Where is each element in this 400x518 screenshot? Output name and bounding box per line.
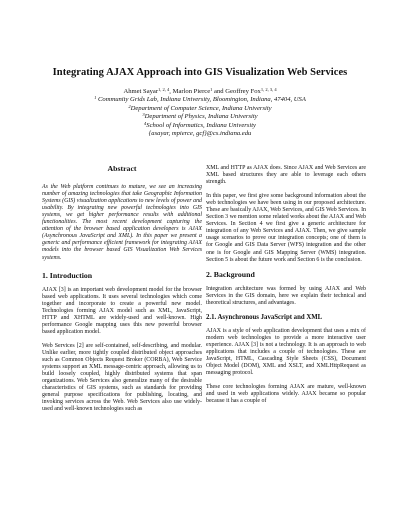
left-column (42, 165, 202, 420)
author-name: Geoffrey Fox (225, 88, 261, 95)
affiliation-mark: 4 (144, 120, 147, 126)
affiliation-text: Community Grids Lab, Indiana University, Bloomington, Indiana, 47404, USA (98, 96, 306, 104)
paragraph: AJAX [3] is an important web development model for the browser based web applications. It uses several technologies which come together and incorporate to create a powerful new model. Technologies forming AJAX model such as XML, JavaScript, HTTP and XHTML are widely-used and well-known. High performance Google mapping uses this new powerful browser based application model. (42, 286, 202, 335)
author-name: Ahmet Sayar (123, 88, 159, 95)
paragraph: XML and HTTP as AJAX does. Since AJAX and Web Services are XML based structures they are able to leverage each others strength. (206, 165, 366, 186)
section-heading-introduction: 1. Introduction (42, 270, 93, 280)
author-block (0, 88, 400, 138)
author-name: Marlon Pierce (172, 88, 211, 95)
affiliation-text: Department of Physics, Indiana University (144, 113, 258, 121)
paper-title: Integrating AJAX Approach into GIS Visualization Web Services (52, 67, 348, 78)
affiliation-mark: 3 (142, 112, 145, 118)
affiliation-text: Department of Computer Science, Indiana University (130, 104, 272, 112)
affiliation-line (0, 96, 400, 104)
paragraph: These core technologies forming AJAX are mature, well-known and used in web applications widely. AJAX became so popular because it has a couple of (206, 384, 366, 405)
author-affiliation-marks: 1, 2, 4 (158, 87, 170, 92)
paragraph: Web Services [2] are self-contained, self-describing, and modular. Unlike earlier, more tightly coupled distributed object approaches such as Common Objects Request Broker (CORBA), Web Service systems support an XML message-centric approach, allowing us to build loosely coupled, highly distributed systems that span organizations. Web Services also generalize many of the desirable characteristics of GIS systems, such as standards for providing general purpose specifications for publishing, locating, and invoking services across the Web. Web Services also use widely-used and well-known technologies such as (42, 342, 202, 413)
section-heading-background: 2. Background (206, 269, 255, 279)
subsection-heading-ajax: 2.1. Asynchronous JavaScript and XML (206, 313, 323, 321)
author-emails: {asayar, mpierce, gcf}@cs.indiana.edu (148, 130, 252, 138)
abstract-text: As the Web platform continues to mature, we see an increasing number of amazing technologies that take Geographic Information Systems (GIS) visualization applications to new levels of power and usability. By integrating new powerful technologies into GIS systems, we get higher performance results with additional functionalities. The most recent development capturing the attention of the browser based application developers is AJAX (Asynchronous JavaScript and XML). In this paper we present a generic and performance efficient framework for integrating AJAX models into the browser based GIS Visualization Web Services systems. (42, 184, 202, 261)
author-line: Ahmet Sayar$^{1, 2, 4}$, Marlon Pierce$^1$ and Geoffrey Fox$^{1, 2, 3, 4}$ (123, 87, 277, 95)
affiliation-line (0, 105, 400, 113)
paragraph: Integration architecture was formed by using AJAX and Web Services in the GIS domain, here we explain their technical and theoretical structures, and advantages. (206, 285, 366, 306)
author-affiliation-marks: 1 (210, 87, 213, 92)
paragraph: AJAX is a style of web application development that uses a mix of modern web technologies to provide a more interactive user experience. AJAX [3] is not a technology. It is an approach to web applications that includes a couple of technologies. These are JavaScript, HTML, Cascading Style Sheets (CSS), Document Object Model (DOM), XML and XSLT, and XMLHttpRequest as messaging protocol. (206, 327, 366, 377)
affiliation-line (0, 122, 400, 130)
affiliation-mark: 1 (94, 95, 97, 101)
affiliation-mark: 2 (128, 103, 131, 109)
abstract-heading: Abstract (107, 164, 137, 173)
paragraph: In this paper, we first give some background information about the web technologies we have been using in our proposed architecture. These are basically AJAX, Web Services, and GIS Web Services. In Section 3 we mention some related works about the AJAX and Web Services. In Section 4 we first give a generic architecture for integration of any Web Services and AJAX. Then, we give sample usage scenarios to prove our integration concepts; one of them is for Google and GIS Data Server (WFS) integration and the other one is for Google and GIS Mapping Server (WMS) integration. Section 5 is about the future work and Section 6 is the conclusion. (206, 193, 366, 263)
affiliation-line (0, 113, 400, 121)
author-affiliation-marks: 1, 2, 3, 4 (260, 87, 277, 92)
right-column (206, 165, 366, 412)
affiliation-text: School of Informatics, Indiana University (146, 121, 256, 129)
